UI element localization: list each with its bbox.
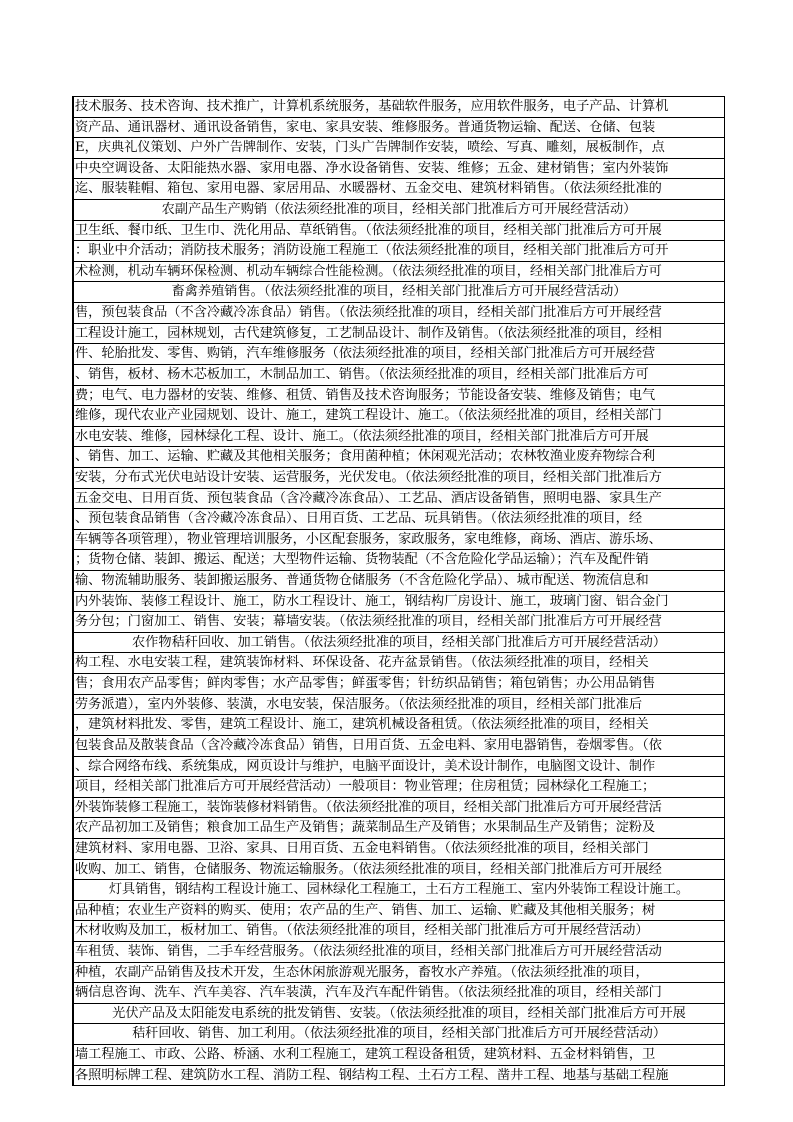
table-row: 、综合网络布线、系统集成，网页设计与维护，电脑平面设计，美术设计制作，电脑图文设计、制作 [74, 757, 724, 778]
business-scope-table [72, 96, 725, 1086]
table-row: 种植，农副产品销售及技术开发，生态休闲旅游观光服务，畜牧水产养殖。（依法须经批准的项目， [74, 963, 724, 984]
table-row: 品种植；农业生产资料的购买、使用；农产品的生产、销售、加工、运输、贮藏及其他相关服务；树 [74, 901, 724, 922]
table-row: 务分包；门窗加工、销售、安装；幕墙安装。（依法须经批准的项目，经相关部门批准后方可开展经营 [74, 612, 724, 633]
table-row: 、预包装食品销售（含冷藏冷冻食品）、日用百货、工艺品、玩具销售。（依法须经批准的项目，经 [74, 509, 724, 530]
table-row: 辆信息咨询、洗车、汽车美容、汽车装潢，汽车及汽车配件销售。（依法须经批准的项目，经相关部门 [74, 983, 724, 1004]
table-row: 工程设计施工，园林规划，古代建筑修复，工艺制品设计、制作及销售。（依法须经批准的项目，经相 [74, 324, 724, 345]
table-row: 木材收购及加工，板材加工、销售。（依法须经批准的项目，经相关部门批准后方可开展经营活动） [74, 921, 724, 942]
table-row: 费；电气、电力器材的安装、维修、租赁、销售及技术咨询服务；节能设备安装、维修及销售；电气 [74, 386, 724, 407]
table-row: 灯具销售，钢结构工程设计施工、园林绿化工程施工，土石方工程施工、室内外装饰工程设计施工。 [74, 880, 724, 901]
table-row: 卫生纸、餐巾纸、卫生巾、洗化用品、草纸销售。（依法须经批准的项目，经相关部门批准后方可开展 [74, 221, 724, 242]
table-row: 劳务派遣），室内外装修、装潢，水电安装，保洁服务。（依法须经批准的项目，经相关部门批准后 [74, 695, 724, 716]
table-row: 件、轮胎批发、零售、购销，汽车维修服务（依法须经批准的项目，经相关部门批准后方可开展经营 [74, 344, 724, 365]
table-row: 收购、加工、销售，仓储服务、物流运输服务。（依法须经批准的项目，经相关部门批准后方可开展经 [74, 860, 724, 881]
table-row: ：职业中介活动；消防技术服务；消防设施工程施工（依法须经批准的项目，经相关部门批准后方可开 [74, 241, 724, 262]
table-row: 包装食品及散装食品（含冷藏冷冻食品）销售，日用百货、五金电料、家用电器销售，卷烟零售。（依 [74, 736, 724, 757]
table-row: 农副产品生产购销（依法须经批准的项目，经相关部门批准后方可开展经营活动） [74, 200, 724, 221]
table-row: E，庆典礼仪策划、户外广告牌制作、安装，门头广告牌制作安装，喷绘、写真、雕刻，展板制作，点 [74, 138, 724, 159]
table-row: 输、物流辅助服务、装卸搬运服务、普通货物仓储服务（不含危险化学品）、城市配送、物流信息和 [74, 571, 724, 592]
table-row: 畜禽养殖销售。（依法须经批准的项目，经相关部门批准后方可开展经营活动） [74, 282, 724, 303]
table-row: 维修，现代农业产业园规划、设计、施工，建筑工程设计、施工。（依法须经批准的项目，经相关部门 [74, 406, 724, 427]
table-row: 、销售、加工、运输、贮藏及其他相关服务；食用菌种植；休闲观光活动；农林牧渔业废弃物综合利 [74, 447, 724, 468]
table-row: 建筑材料、家用电器、卫浴、家具、日用百货、五金电料销售。（依法须经批准的项目，经相关部门 [74, 839, 724, 860]
table-row: 术检测，机动车辆环保检测、机动车辆综合性能检测。（依法须经批准的项目，经相关部门批准后方可 [74, 262, 724, 283]
table-row: 技术服务、技术咨询、技术推广，计算机系统服务，基础软件服务，应用软件服务，电子产品、计算机 [74, 97, 724, 118]
table-row: 中央空调设备、太阳能热水器、家用电器、净水设备销售、安装、维修；五金、建材销售；室内外装饰 [74, 159, 724, 180]
table-row: 秸秆回收、销售、加工利用。（依法须经批准的项目，经相关部门批准后方可开展经营活动） [74, 1024, 724, 1045]
table-row: 内外装饰、装修工程设计、施工，防水工程设计、施工，钢结构厂房设计、施工，玻璃门窗、铝合金门 [74, 592, 724, 613]
table-row: 农作物秸秆回收、加工销售。（依法须经批准的项目，经相关部门批准后方可开展经营活动） [74, 633, 724, 654]
table-row: 构工程、水电安装工程，建筑装饰材料、环保设备、花卉盆景销售。（依法须经批准的项目，经相关 [74, 653, 724, 674]
table-row: 外装饰装修工程施工，装饰装修材料销售。（依法须经批准的项目，经相关部门批准后方可开展经营活 [74, 798, 724, 819]
table-row: 资产品、通讯器材、通讯设备销售，家电、家具安装、维修服务。普通货物运输、配送、仓储、包装 [74, 118, 724, 139]
table-row: 各照明标牌工程、建筑防水工程、消防工程、钢结构工程、土石方工程、凿井工程、地基与基础工程施 [74, 1066, 724, 1087]
table-row: 售，预包装食品（不含冷藏冷冻食品）销售。（依法须经批准的项目，经相关部门批准后方可开展经营 [74, 303, 724, 324]
table-row: 车租赁、装饰、销售，二手车经营服务。（依法须经批准的项目，经相关部门批准后方可开展经营活动 [74, 942, 724, 963]
table-row: 安装，分布式光伏电站设计安装、运营服务，光伏发电。（依法须经批准的项目，经相关部门批准后方 [74, 468, 724, 489]
table-row: 光伏产品及太阳能发电系统的批发销售、安装。（依法须经批准的项目，经相关部门批准后方可开展 [74, 1004, 724, 1025]
table-row: 、销售，板材、杨木芯板加工，木制品加工、销售。（依法须经批准的项目，经相关部门批准后方可 [74, 365, 724, 386]
table-row: 项目，经相关部门批准后方可开展经营活动）一般项目：物业管理；住房租赁；园林绿化工程施工； [74, 777, 724, 798]
table-row: 迄、服装鞋帽、箱包、家用电器、家居用品、水暖器材、五金交电、建筑材料销售。（依法须经批准的 [74, 179, 724, 200]
table-row: 水电安装、维修，园林绿化工程、设计、施工。（依法须经批准的项目，经相关部门批准后方可开展 [74, 427, 724, 448]
table-row: 五金交电、日用百货、预包装食品（含冷藏冷冻食品）、工艺品、酒店设备销售，照明电器、家具生产 [74, 489, 724, 510]
table-row: 车辆等各项管理），物业管理培训服务，小区配套服务，家政服务，家电维修，商场、酒店、游乐场、 [74, 530, 724, 551]
table-row: 墙工程施工、市政、公路、桥涵、水利工程施工，建筑工程设备租赁，建筑材料、五金材料销售，卫 [74, 1045, 724, 1066]
table-row: ，建筑材料批发、零售，建筑工程设计、施工，建筑机械设备租赁。（依法须经批准的项目，经相关 [74, 715, 724, 736]
table-row: ；货物仓储、装卸、搬运、配送；大型物件运输、货物装配（不含危险化学品运输）；汽车及配件销 [74, 550, 724, 571]
table-row: 农产品初加工及销售；粮食加工品生产及销售；蔬菜制品生产及销售；水果制品生产及销售；淀粉及 [74, 818, 724, 839]
table-row: 售；食用农产品零售；鲜肉零售；水产品零售；鲜蛋零售；针纺织品销售；箱包销售；办公用品销售 [74, 674, 724, 695]
